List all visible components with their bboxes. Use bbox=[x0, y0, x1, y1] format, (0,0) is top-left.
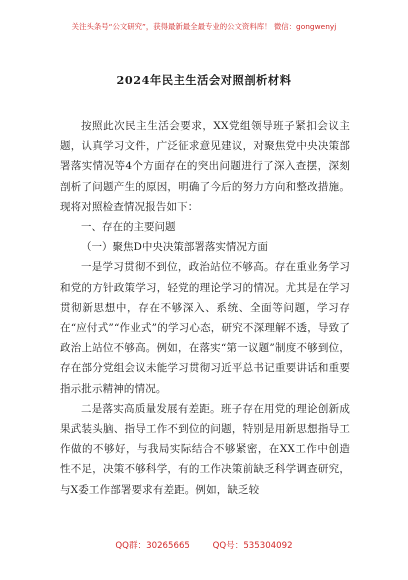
subsection-heading: （一）聚焦D中央决策部署落实情况方面 bbox=[81, 241, 268, 254]
header-promo-note: 关注头条号“公文研究”，获得最新最全最专业的公文资料库！ 微信：gongwenyj bbox=[71, 22, 337, 31]
body-paragraph: 一是学习贯彻不到位，政治站位不够高。存在重业务学习和党的方针政策学习，轻党的理论学习的情况。尤其是在学习贯彻新思想中，存在不够深入、系统、全面等问题，学习存在“应付式”“作业式”的学习心态，研究不深理解不透，导致了政治上站位不够高。例如，在落实“第一议题”制度不够到位，存在部分党组会议未能学习贯彻习近平总书记重要讲话和重要指示批示精神的情况。 bbox=[60, 261, 350, 395]
document-title: 2024年民主生活会对照剖析材料 bbox=[116, 73, 292, 87]
body-paragraph: 二是落实高质量发展有差距。班子存在用党的理论创新成果武装头脑、指导工作不到位的问题，特别是用新思想指导工作做的不够好，与我局实际结合不够紧密，在XX工作中创造性不足，决策不够科学，有的工作决策前缺乏科学调查研究，与X委工作部署要求有差距。例如，缺乏较 bbox=[60, 402, 350, 496]
footer-qq-number: QQ号：535304092 bbox=[212, 541, 293, 551]
footer-qq-group: QQ群：30265665 bbox=[115, 541, 190, 551]
intro-paragraph: 按照此次民主生活会要求，XX党组领导班子紧扣会议主题，认真学习文件，广泛征求意见建议，对聚焦党中央决策部署落实情况等4个方面存在的突出问题进行了深入查摆，深刻剖析了问题产生的原因，明确了今后的努力方向和整改措施。现将对照检查情况报告如下： bbox=[60, 120, 350, 213]
section-heading: 一、存在的主要问题 bbox=[81, 221, 176, 234]
document-body bbox=[60, 116, 350, 500]
footer-contact bbox=[0, 540, 408, 552]
